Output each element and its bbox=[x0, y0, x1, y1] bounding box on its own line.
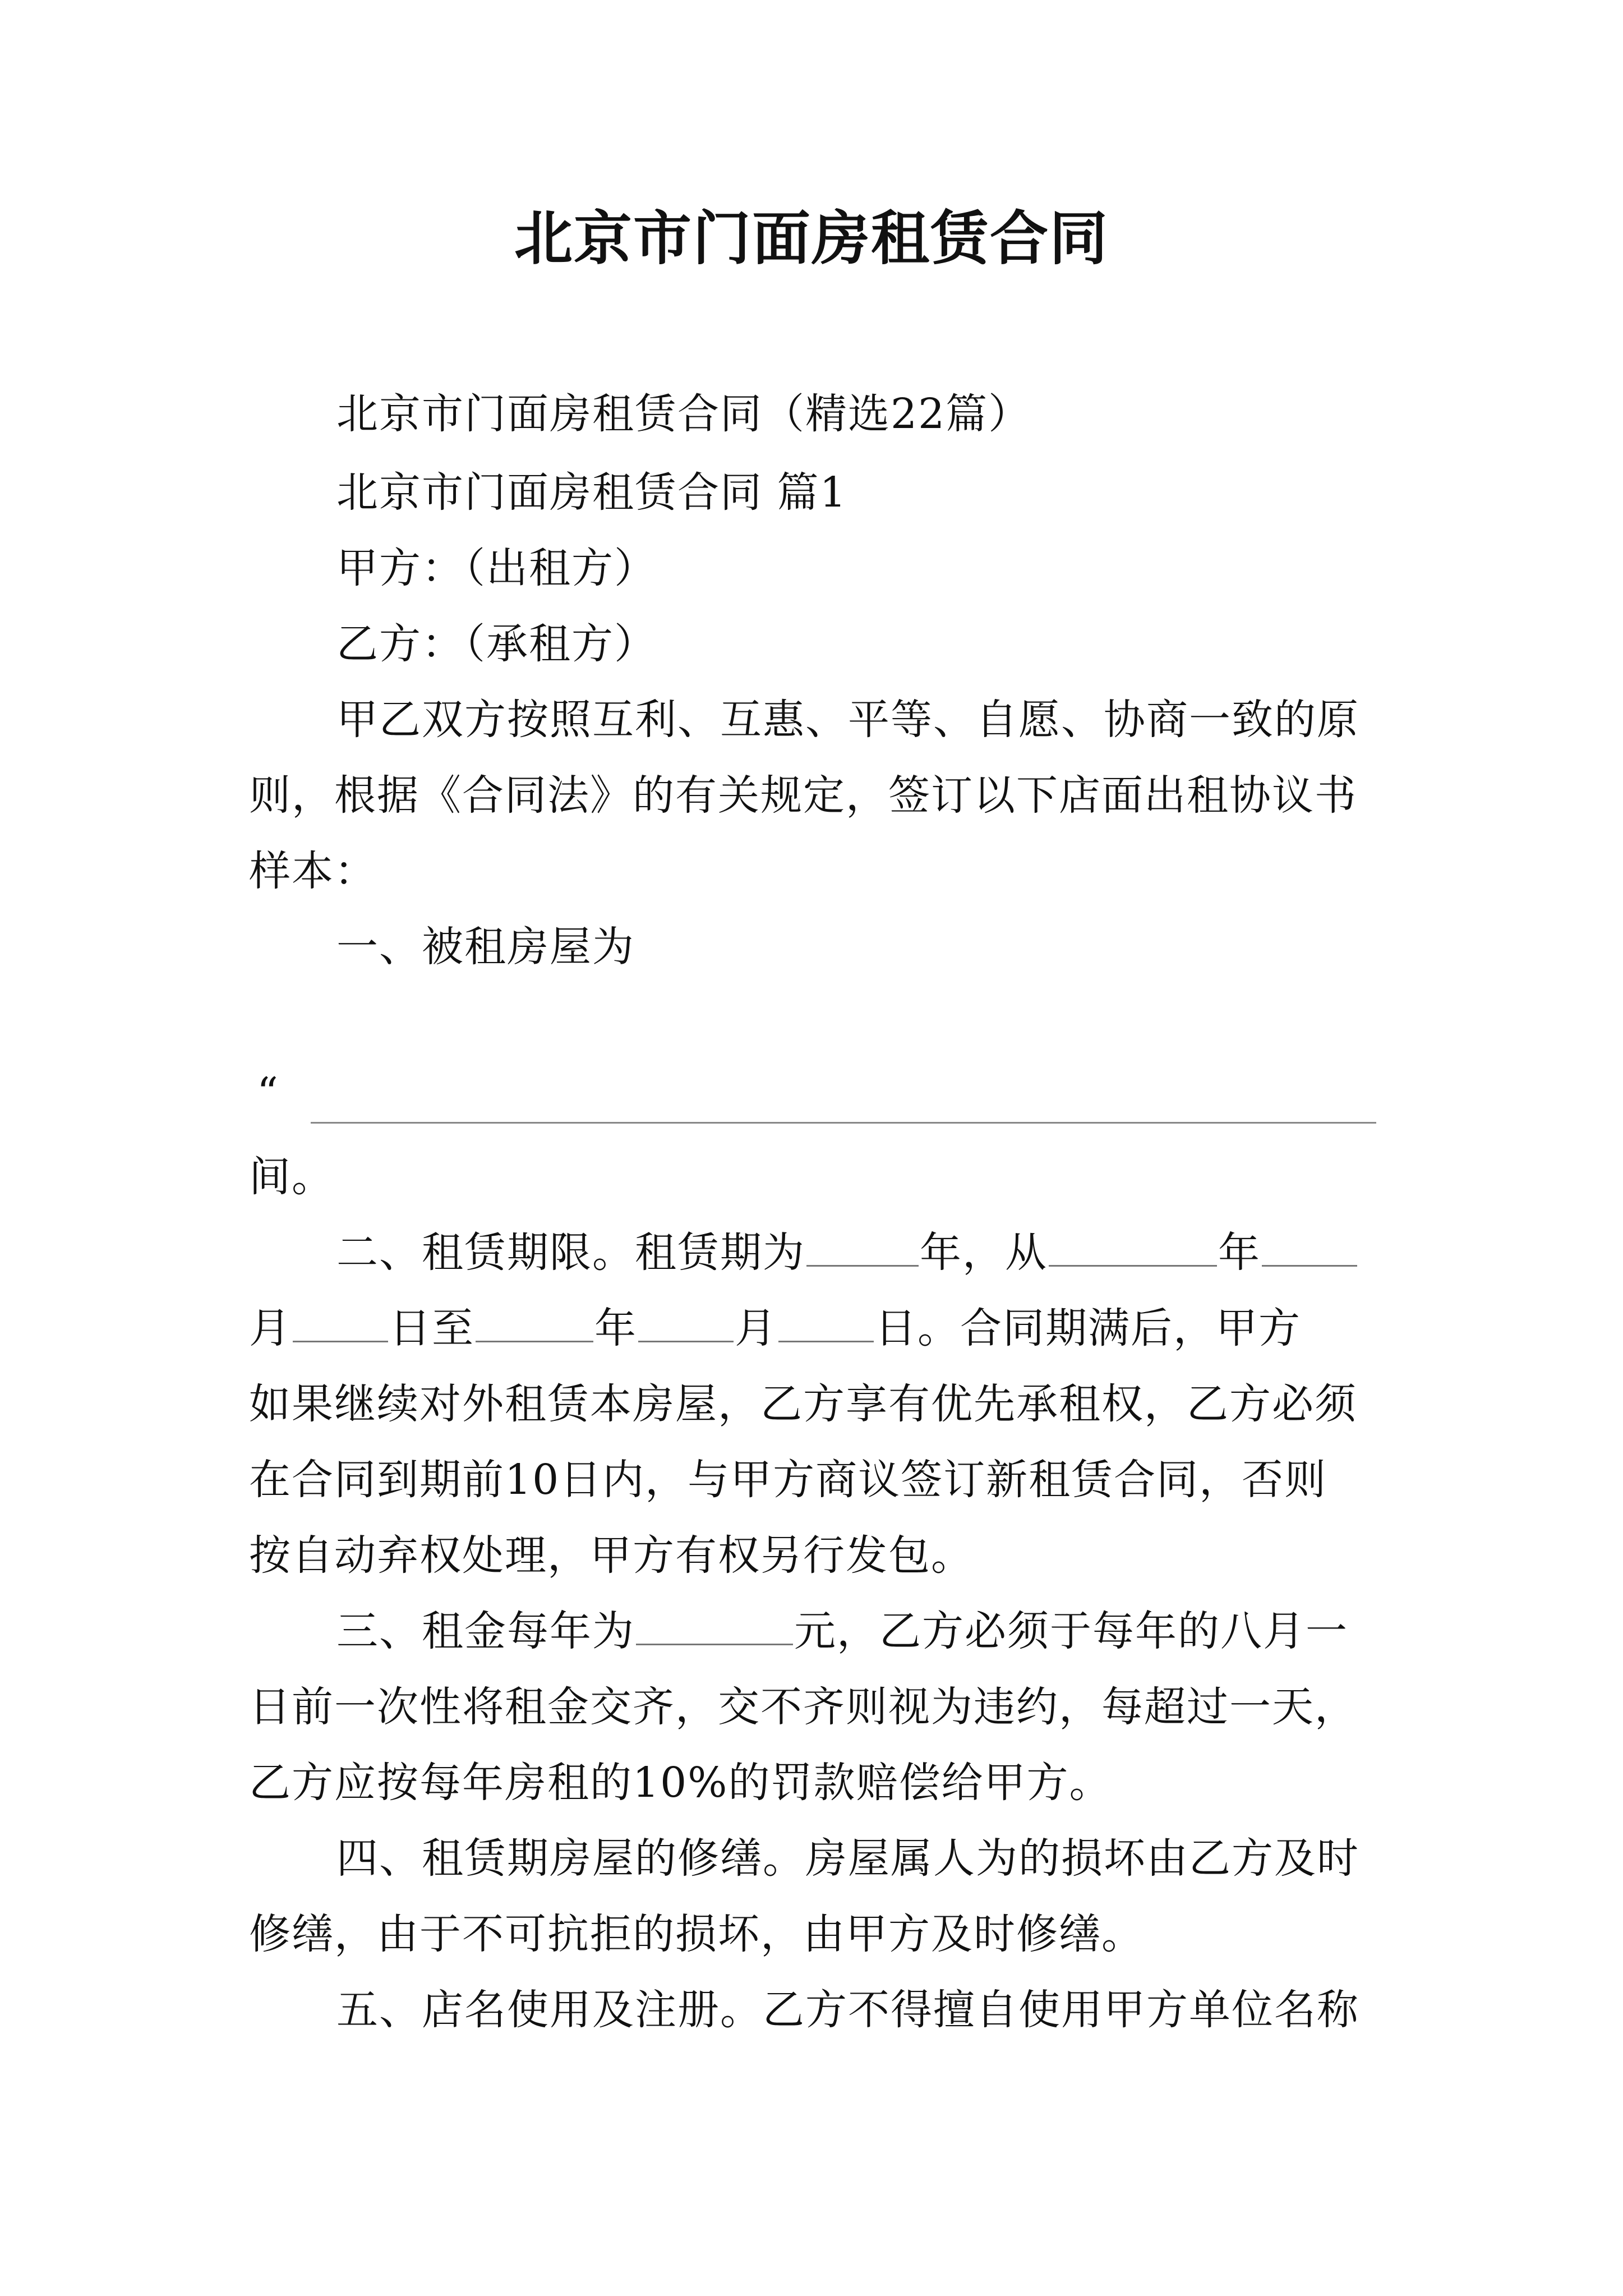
fill-in-blank bbox=[806, 1228, 919, 1267]
section-1-heading: 一、被租房屋为 bbox=[336, 923, 635, 971]
fill-in-blank bbox=[638, 1304, 734, 1342]
section-2-line-5: 按自动弃权处理，甲方有权另行发包。 bbox=[249, 1531, 974, 1580]
open-quote-mark: “ bbox=[257, 1069, 278, 1117]
section-2-text: 年 bbox=[1218, 1228, 1261, 1277]
section-2-line-1 bbox=[336, 1226, 1358, 1280]
section-4-line-2: 修缮，由于不可抗拒的损坏，由甲方及时修缮。 bbox=[249, 1910, 1144, 1958]
section-2-text: 年，从 bbox=[920, 1228, 1048, 1277]
section-3-line-1 bbox=[336, 1604, 1348, 1658]
article-heading: 北京市门面房租赁合同 篇1 bbox=[336, 468, 847, 517]
section-3-line-2: 日前一次性将租金交齐，交不齐则视为违约，每超过一天， bbox=[249, 1683, 1357, 1731]
section-2-line-4: 在合同到期前10日内，与甲方商议签订新租赁合同，否则 bbox=[249, 1456, 1327, 1504]
intro-line-1: 甲乙双方按照互利、互惠、平等、自愿、协商一致的原 bbox=[336, 696, 1359, 744]
section-2-text: 二、租赁期限。租赁期为 bbox=[336, 1228, 805, 1277]
fill-in-blank bbox=[293, 1304, 388, 1342]
document-subtitle: 北京市门面房租赁合同（精选22篇） bbox=[336, 390, 1031, 438]
section-2-text: 月 bbox=[249, 1304, 292, 1352]
section-3-text: 三、租金每年为 bbox=[336, 1607, 635, 1655]
section-3-line-3: 乙方应按每年房租的10%的罚款赔偿给甲方。 bbox=[249, 1759, 1112, 1807]
section-2-text: 月 bbox=[735, 1304, 777, 1352]
section-5-line-1: 五、店名使用及注册。乙方不得擅自使用甲方单位名称 bbox=[336, 1986, 1359, 2034]
section-2-line-3: 如果继续对外租赁本房屋，乙方享有优先承租权，乙方必须 bbox=[249, 1380, 1357, 1428]
section-2-text: 日至 bbox=[389, 1304, 474, 1352]
fill-in-blank bbox=[636, 1607, 793, 1645]
fill-in-blank bbox=[476, 1304, 593, 1342]
fill-in-blank bbox=[1262, 1228, 1357, 1267]
section-2-text: 年 bbox=[594, 1304, 637, 1352]
fill-in-blank bbox=[778, 1304, 874, 1342]
section-1-fill-row bbox=[249, 1066, 1376, 1133]
fill-in-blank-line bbox=[311, 1122, 1376, 1124]
party-a-line: 甲方：（出租方） bbox=[336, 544, 657, 592]
section-3-text: 元，乙方必须于每年的八月一 bbox=[794, 1607, 1348, 1655]
document-title: 北京市门面房租赁合同 bbox=[514, 204, 1109, 273]
section-2-line-2 bbox=[249, 1301, 1301, 1355]
section-1-tail: 间。 bbox=[249, 1153, 334, 1201]
section-2-text: 日。合同期满后，甲方 bbox=[875, 1304, 1301, 1352]
party-b-line: 乙方：（承租方） bbox=[336, 620, 657, 668]
intro-line-2: 则，根据《合同法》的有关规定，签订以下店面出租协议书 bbox=[249, 771, 1357, 820]
section-4-line-1: 四、租赁期房屋的修缮。房屋属人为的损坏由乙方及时 bbox=[336, 1834, 1359, 1883]
intro-line-3: 样本： bbox=[249, 847, 377, 895]
fill-in-blank bbox=[1049, 1228, 1217, 1267]
